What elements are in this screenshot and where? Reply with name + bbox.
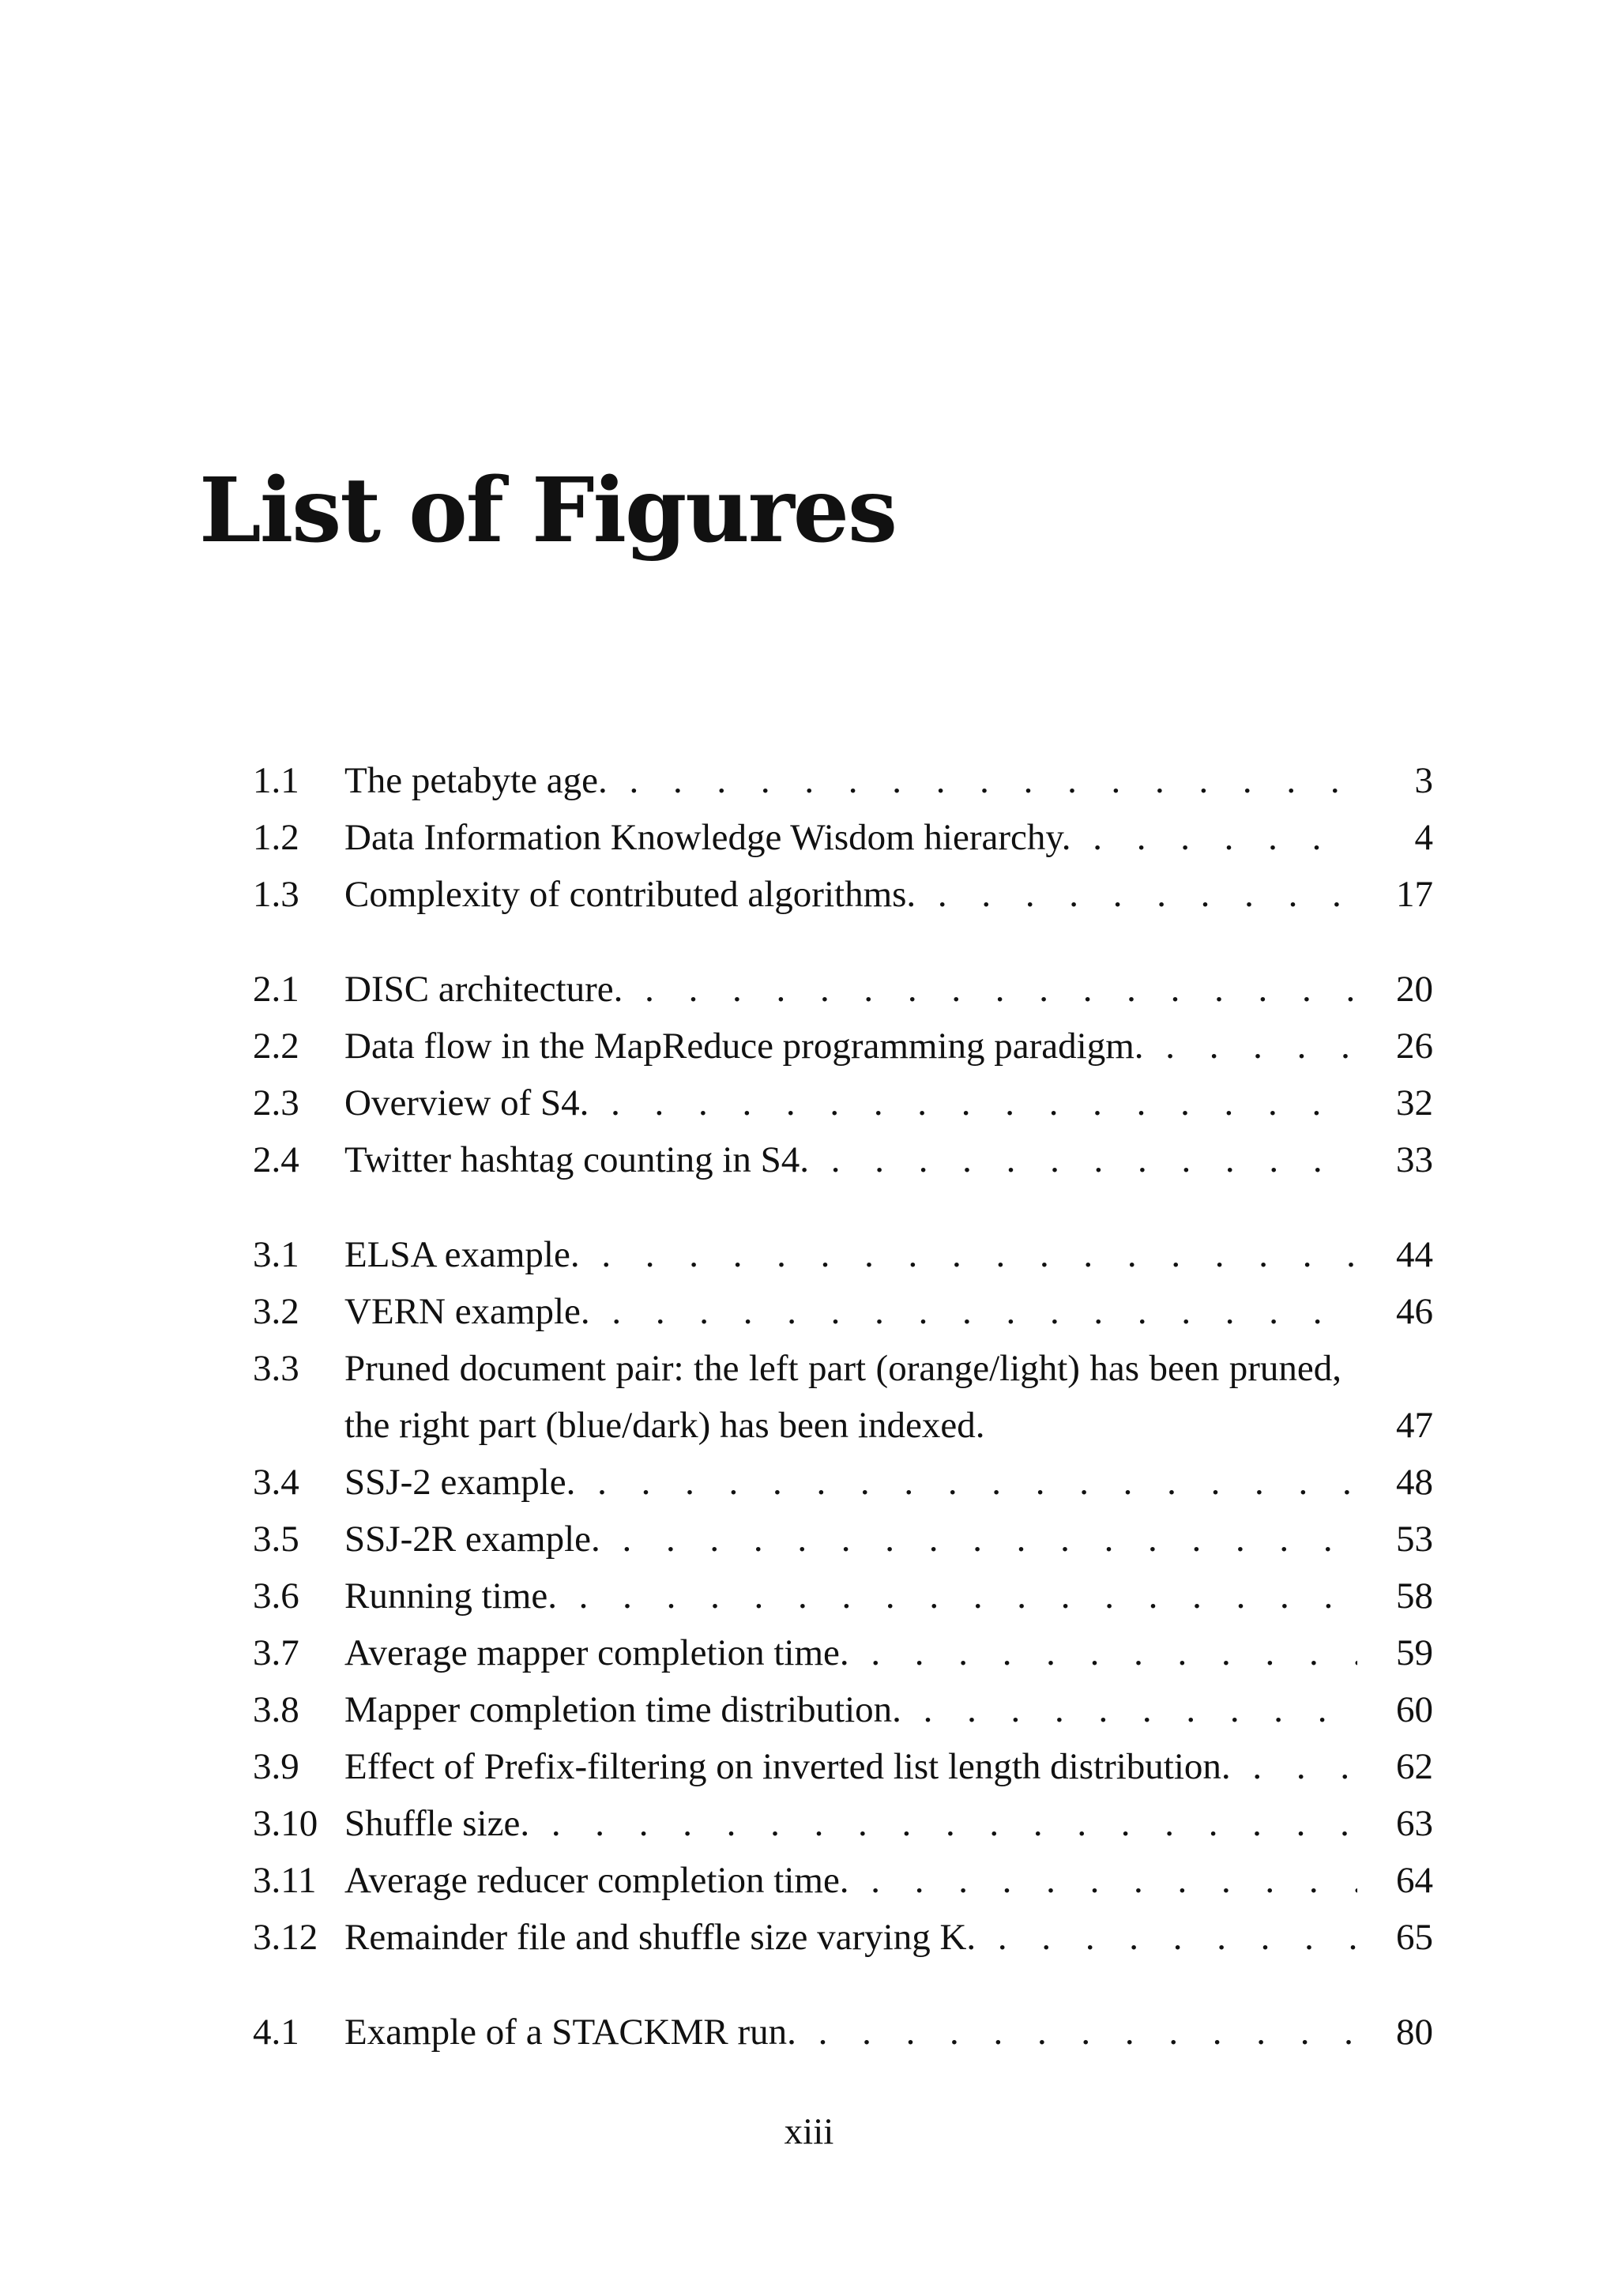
figure-caption: VERN example. . . . (344, 1283, 1357, 1340)
figure-number: 3.10 (253, 1803, 318, 1844)
figure-number: 1.1 (253, 760, 299, 801)
page-title: List of Figures (199, 459, 897, 563)
figure-number: 3.6 (253, 1575, 299, 1617)
figure-page: 48 (1396, 1462, 1433, 1503)
figure-caption: Example of a STACKMR run. . . . (344, 2004, 1357, 2061)
figure-number: 3.3 (253, 1348, 299, 1389)
figure-entry[interactable] (253, 2004, 1433, 2061)
figure-number: 2.1 (253, 969, 299, 1010)
figure-entry[interactable] (253, 1131, 1433, 1188)
figure-page: 60 (1396, 1689, 1433, 1730)
figure-caption: The petabyte age. . . . (344, 752, 1357, 809)
figure-page: 47 (1396, 1405, 1433, 1446)
figure-list (253, 752, 1433, 2061)
figure-page: 3 (1414, 760, 1433, 801)
figure-page: 44 (1396, 1234, 1433, 1275)
figure-entry[interactable] (253, 1075, 1433, 1131)
figure-caption: Effect of Prefix-filtering on inverted list length distribution. . . . (344, 1738, 1357, 1795)
figure-caption: DISC architecture. . . . (344, 961, 1357, 1018)
figure-caption: ELSA example. . . . (344, 1226, 1357, 1283)
figure-page: 65 (1396, 1917, 1433, 1958)
figure-entry[interactable] (253, 1018, 1433, 1075)
figure-caption: Mapper completion time distribution. . . . (344, 1681, 1357, 1738)
figure-entry[interactable] (253, 1624, 1433, 1681)
figure-caption: Shuffle size. . . . (344, 1795, 1357, 1852)
figure-entry[interactable] (253, 809, 1433, 866)
figure-entry[interactable] (253, 1568, 1433, 1624)
figure-caption: Remainder file and shuffle size varying K. . . . (344, 1909, 1357, 1966)
figure-number: 3.4 (253, 1462, 299, 1503)
figure-page: 59 (1396, 1632, 1433, 1673)
figure-entry[interactable] (253, 1795, 1433, 1852)
figure-entry[interactable] (253, 1738, 1433, 1795)
figure-number: 3.1 (253, 1234, 299, 1275)
figure-number: 2.2 (253, 1026, 299, 1067)
figure-entry[interactable] (253, 1909, 1433, 1966)
figure-page: 53 (1396, 1519, 1433, 1560)
figure-number: 3.2 (253, 1291, 299, 1332)
figure-page: 63 (1396, 1803, 1433, 1844)
figure-number: 1.2 (253, 817, 299, 858)
figure-entry[interactable] (253, 866, 1433, 923)
figure-page: 62 (1396, 1746, 1433, 1787)
figure-page: 4 (1414, 817, 1433, 858)
chapter-4-group (253, 2004, 1433, 2061)
figure-page: 64 (1396, 1860, 1433, 1901)
figure-entry[interactable] (253, 961, 1433, 1018)
figure-entry[interactable] (253, 752, 1433, 809)
figure-number: 3.12 (253, 1917, 318, 1958)
figure-caption: Data flow in the MapReduce programming paradigm. . . . (344, 1018, 1357, 1075)
figure-entry[interactable] (253, 1283, 1433, 1340)
figure-number: 3.9 (253, 1746, 299, 1787)
figure-caption: Running time. . . . (344, 1568, 1357, 1624)
figure-page: 46 (1396, 1291, 1433, 1332)
figure-caption: Complexity of contributed algorithms. . . . (344, 866, 1357, 923)
figure-number: 3.8 (253, 1689, 299, 1730)
figure-page: 17 (1396, 874, 1433, 915)
figure-number: 1.3 (253, 874, 299, 915)
figure-page: 80 (1396, 2012, 1433, 2053)
page-number: xiii (784, 2111, 834, 2152)
figure-caption: SSJ-2R example. . . . (344, 1511, 1357, 1568)
figure-entry[interactable] (253, 1852, 1433, 1909)
figure-entry[interactable] (253, 1681, 1433, 1738)
figure-page: 33 (1396, 1139, 1433, 1180)
figure-number: 2.3 (253, 1082, 299, 1124)
chapter-1-group (253, 752, 1433, 923)
figure-caption: Twitter hashtag counting in S4. . . . (344, 1131, 1357, 1188)
figure-entry[interactable] (253, 1226, 1433, 1283)
figure-page: 26 (1396, 1026, 1433, 1067)
figure-caption: Data Information Knowledge Wisdom hierarchy. . . . (344, 809, 1357, 866)
figure-entry[interactable] (253, 1340, 1433, 1454)
figure-caption: Average reducer completion time. . . . (344, 1852, 1357, 1909)
figure-entry[interactable] (253, 1454, 1433, 1511)
figure-number: 4.1 (253, 2012, 299, 2053)
figure-number: 2.4 (253, 1139, 299, 1180)
figure-number: 3.11 (253, 1860, 317, 1901)
figure-caption: Overview of S4. . . . (344, 1075, 1357, 1131)
figure-page: 20 (1396, 969, 1433, 1010)
chapter-3-group (253, 1226, 1433, 1966)
figure-caption: Average mapper completion time. . . . (344, 1624, 1357, 1681)
figure-page: 32 (1396, 1082, 1433, 1124)
figure-caption: Pruned document pair: the left part (orange/light) has been pruned, the right part (blue/dark) has been indexed. (344, 1348, 1341, 1446)
figure-page: 58 (1396, 1575, 1433, 1617)
figure-number: 3.7 (253, 1632, 299, 1673)
chapter-2-group (253, 961, 1433, 1188)
figure-caption: SSJ-2 example. . . . (344, 1454, 1357, 1511)
figure-number: 3.5 (253, 1519, 299, 1560)
figure-entry[interactable] (253, 1511, 1433, 1568)
